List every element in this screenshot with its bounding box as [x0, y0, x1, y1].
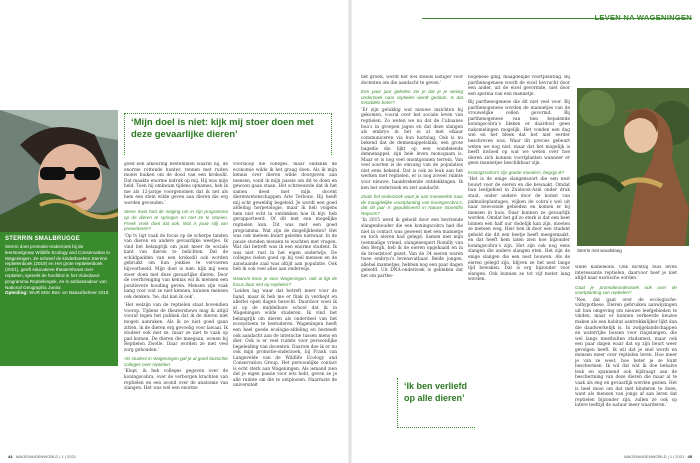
section-title: LEVEN NA WAGENINGEN [594, 13, 692, 22]
body-paragraph: ‘Het welzijn van de reptielen staat bovendien voorop. Tijdens de theatershows mag ik altijd vooraf tegen het publiek dat ik de dieren niet mogen aanraken. Als ik ze niet goed gaan zitten, ik de dieren erg gevoelig voor lawaai. Ik studeer ook met ze, maar ze niet te vaak op pad komen. De dieren die meegaan, wonen bij Reptielen Zwolle. Daar worden ze met veel zorg gehouden.’ [124, 303, 228, 353]
interview-question: Koningscobra’s zijn goede moeders, begrijp ik? [468, 169, 565, 175]
body-paragraph: goed een afkeuring bestemmen waarin hij, de enorme rottende hunter, rennen met ruiten moest buiken om de dood van een krokodil. Dat maakte enorme indruk op mij. Hij was mijn held. Toen hij omkwam tijdens opnames, heb ik me als 12-jarige voorgenomen dat ik net als hem een stem wilde geven aan dieren die erg worden gevonden.’ [124, 162, 228, 206]
left-column-2 [233, 162, 337, 450]
left-column-1 [124, 162, 228, 450]
interview-question: Als student in Wageningen gaf je al goed bezochte colleges over reptielen. [124, 356, 228, 367]
bio-education: WUR MSc Bos- en Natuurbeheer 2018 [29, 290, 109, 296]
bio-education-label: Opleiding: [5, 290, 28, 296]
photo-caption: Sterrin met woudslang [577, 248, 622, 253]
body-paragraph: ‘Leiden lag waar dat betreft meer voor de hand, maar ik heb me er flink in verdiept en allerlei open dagen bezocht. Daardoor woei ik al op de middelbare school dat ik in Wageningen wilde studeren. Ik vind het belangrijk om dieren als onderdeel van het ecosysteem te bestuderen. Wageningen heeft een heel goede ecologie-afdeling en besteedt ook aandacht aan de interactie tussen mens en dier. Ook is er veel ruimte voor persoonlijke begeleiding van docenten. Daarom doe ik er nu ook mijn promotie-onderzoek, bij Frank van Langevelde van de Wildlife Ecology and Conservation Group. Het persoonlijke contact is echt sterk aan Wageningen. Als iemand zien dat je eigen passie voor iets hebt, geven ze je alle ruimte om die te ontplooien. Naarmate de universiteit [233, 289, 337, 389]
body-paragraph: ‘In 2015 werd ik gebeld door een bevriende slangenhouder die een koningscobra had die niet in contact was geweest met een mannetje en toch eieren had gelegd. Samen met mijn toenmalige vriend, slangenexpert Romilly van den Bergh, heb ik de eieren opgehaald en in de broedstoof gezet. Van de 34 eieren waren twee embryo’s levensvatbaar. Beide jongen, allebei mannetjes, hebben nog een paar dagen geleefd. Uit DNA-onderzoek is gebleken dat het om parthe- [361, 218, 463, 279]
pull-quote-text: ‘Mijn doel is niet: kijk mij stoer doen met deze gevaarlijke dieren’ [131, 117, 314, 140]
interview-question: Zeals het onderzoek waar je aan meewerkte naar de maagdelijke voortplanting van koningscobra’s, dat dit jaar is gepubliceerd in Nature Scientific Reports? [361, 194, 463, 216]
body-paragraph: nogenese ging, maagdelijke voortplanting. Bij parthenogenese wordt de eicel bevrucht door een ander, uit de eicel gevormde, niet door een sperma van een mannetje. [468, 75, 570, 97]
body-paragraph: ‘Nee, dat gaat over de ecologische-valhypothese. Dieren gebruiken aanwijzingen uit hun omgeving om nieuwe leefgebieden te vinden, maar er kunnen verkeerde keuzes maken als een habitat aantrekkelijker lijkt dan die daadwerkelijk is. In zwijgelandschappen en waterrijke bossen voor ringslangen, die wel langs mestbulten stadsmest, maar ook een paar dagen waar dat op zijn beurt weer gevolgen heeft. Ik wil dat je snel wordt en mensen meer over reptielen leren. Hoe meer je van ze weet, hoe beter je ze kunt beschermen. Ik wil dat wat ik doe behalve leuk en spannend ook bijdraagt aan de bescherming van deze dieren die maar al te vaak als eng en gevaarlijk worden gezien. Het is heel mooi om dat met kinderen te doen, want als mensen van jongs af aan leren dat reptielen bijzonder zijn, zullen ze ook op latere leeftijd de natuur meer waarderen.’ [575, 297, 677, 409]
interview-question: Een paar jaar geleden zei je dat je je weinig onderzoek naar reptielen wordt gedaan. Is dat inmiddels beter? [361, 89, 463, 106]
body-paragraph: wilde kameleons. Ook dichtbij huis leven interessante reptielen, daarvoor hoef je niet altijd naar exotische oorden.’ [575, 265, 677, 282]
right-page [351, 0, 700, 463]
section-header [422, 5, 692, 22]
body-paragraph: het groeit, wordt het wel steeds lastiger voor docenten om die aandacht te geven.’ [361, 75, 463, 86]
folio-right [624, 454, 692, 459]
bio-text [5, 244, 113, 296]
body-paragraph: voorsloop die colleges, maar ondanks de economie wilde ik het graag doen. Als ik mijn kennis over dieren wilde doorgeven aan mensen, vond ik mijn passie om dit te doen en gewoon gaan staan. Het schreeuwde dat ik het samen deed met mijn docent dierenwetenschappen Arie Terlouw. Hij heeft mij echt geweldig begeleid. Je wordt een goed afdeling herpetologie, maar ik heb volgens hem niet echt in ontdekken hoe ik bijv. heb gerapporteerd. Of dit met een mogelijke reptielen kon. Dit was met een goed programma. Wat zijn de mogelijkheden? Het was ook meteen kwart geleden nietwaar. In de pauze stonden mensen te wachten met vragen. Wat dat betreft was ik een enorme student. Ik was niet rust in het eigen onderwijs. De colleges vielen goed op bij veel mensen en de aanstaande zaal was altijd aan populatie. Ook heb ik ook veel alles aan onderwijs. [233, 162, 337, 273]
bio-name: STERRIN SMALBRUGGE [5, 236, 80, 242]
portrait-photo [0, 110, 118, 232]
right-column-3 [575, 265, 677, 450]
body-paragraph: Bij parthenogenese die dit niet veel voor. Bij parthenogenese worden de mannetjes van de vrouwelijke cellen gevormd. Bij parthenogenese van tien bepalende koningscobra’s bleken er daardoor geen nakomelingen mogelijk. Het vonden een dag wel en het bleek dat het niet eerder beschreven was. Waar dit precies gebeurt weten we nog niet, maar dat het mogelijk is heeft invloed op wat we weten over hoe dieren zich kunnen voortplanten wanneer er geen mannetjes beschikbaar zijn. [468, 100, 570, 167]
bio-box [0, 232, 118, 366]
body-paragraph: ‘Klopt, ik heb colleges gegeven over de koningscobra, over de verborgen krachten van reptielen en een avond over de anatomie van slangen. Het was wel een enorme [124, 369, 228, 392]
pull-quote-right-text: ‘Ik ben verliefd op alle dieren’ [404, 381, 468, 403]
magazine-name-right: WAGENINGENWORLD | 1 | 2021 [624, 454, 685, 459]
body-paragraph: ‘Op tv ligt vaak de focus op de scherpe tanden van dieren en andere gevaarlijke weetjes. Ik vind het belangrijk om juist meer de sociale kant van dieren te belichten. Dat de schildpadden van een krokodil ook worden gebruikt om hun jonkies te vervoeren bijvoorbeeld. Mijn doel is niet: kijk mij eens stoer doen met deze gevaarlijke dieren. Door de overbrenging van kennis wil ik mensen een positievere houding geven. Mensen zijn vaak bang voor wat ze niet kennen, kunnen mensen ook denken: ‘hé, dat kan ik ook’. [124, 233, 228, 300]
snake-photo [577, 88, 689, 246]
interview-question: Steve Irwin had de neiging om in zijn programma op de dieren te springen en met ze te stoeien. Freek Vonk doet dat ook. Wat is jouw stijl van presenteren? [124, 209, 228, 232]
page-number-right: 45 [687, 454, 692, 459]
folio-left [8, 454, 76, 459]
interview-question: Waarom koos je voor Wageningen, ook al ligt de focus daar niet op reptielen? [233, 275, 337, 287]
page-number-left: 44 [8, 454, 13, 459]
snake-photo-illustration [577, 88, 689, 246]
magazine-name-left: WAGENINGENWORLD | 1 | 2021 [15, 454, 76, 459]
body-paragraph: ‘Het is de enige slangensoort die een nest bouwt voor de eieren en die bewaakt. Omdat hun leefgebied in Zuidoost-Azië onder druk staat, onder andere door de komst van palmolieplantages, wijken de cobra’s wel uit naar bewoonde gebieden en komen er bij mensen in huis. Daar kunnen ze gevaarlijk worden. Omdat het gif zo sterk is dat een beet binnen een half uur dodelijk kan zijn, moeten ze meteen weg. Hier ben ik door een student gebeld die dit een beetje heeft meegemaakt, en dat heeft hem laten zien hoe bijzonder koningscobra’s zijn. Het zijn ook nog eens slangen die andere slangen eten. Het zijn de enige slangen die een nest bouwen. Als de eieren gelegd zijn, blijven ze het nest lange tijd bewaken. Dat is erg bijzonder voor slangen. Ook kunnen ze tot vijf meter lang worden. [468, 177, 570, 283]
body-paragraph: ‘Er zijn gelukkig wat nieuwe inzichten bij gekomen, vooral over het sociale leven van reptielen. Zo weten we nu dat de Cubaanse boa’s in groepen jagen en dat deze slangen als embryo in het ei al met elkaar communiceren via hun hartslag. Ook is nu bekend dat de dennenappelskink, een grote hagedis die lijkt op een wandelende dennenappel, zijn hele leven monogaam is. Maar er is nog veel onontgonnen terrein. Van veel soorten is de omvang van de populaties niet eens bekend. Dat is ook ze leuk aan het werken met reptielen, er is nog zoveel ruimte voor nieuwe, baanbrekende ontdekkingen. Ik ken het onderzoek en ziet aandacht. [361, 107, 463, 191]
interview-question: Gaat je promotieonderzoek ook over de voortplanting van reptielen? [575, 284, 677, 296]
left-page [0, 0, 349, 463]
bio-description: Sterrin doet promotie-onderzoek bij de leerstoelgroep Wildlife Ecology and Conservation in Wageningen. Ze schreef de kinderboeken Sterrins reptielenboek (2019) en Het grote reptielenboek (2021), geeft educatieve theatershows over reptielen, spreekt de hoofdrol in het Videoland-programma Reptielengek, en is ambassadeur van National Geographic Junior. [5, 244, 110, 290]
pull-quote-right [397, 378, 475, 428]
pull-quote-left [124, 113, 332, 155]
right-column-2 [468, 75, 570, 450]
portrait-illustration [0, 110, 118, 232]
